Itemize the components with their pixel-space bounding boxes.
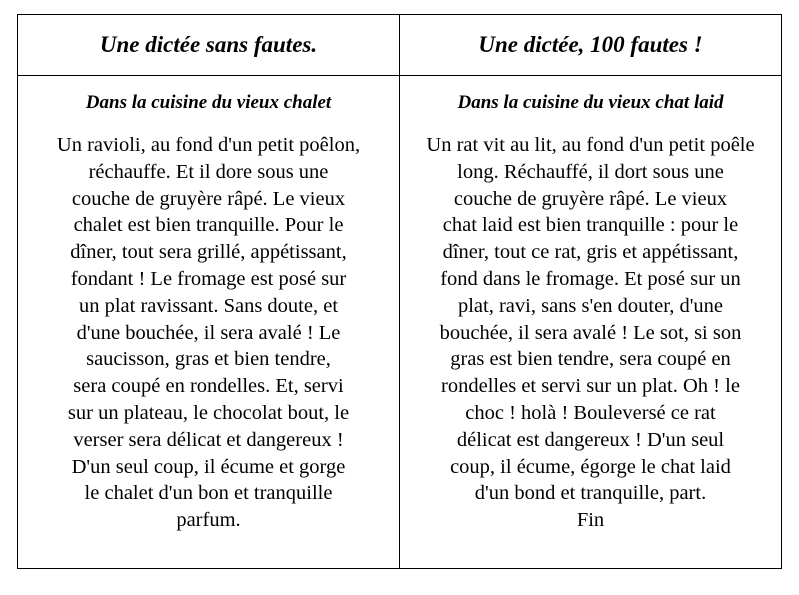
text-line: chat laid est bien tranquille : pour le: [442, 214, 739, 237]
text-line: choc ! holà ! Bouleversé ce rat: [465, 401, 716, 424]
header-row: [18, 15, 782, 76]
text-line: bouchée, il sera avalé ! Le sot, si son: [439, 321, 742, 344]
text-line: chalet est bien tranquille. Pour le: [73, 214, 344, 237]
text-line: verser sera délicat et dangereux !: [73, 428, 344, 451]
text-line: d'une bouchée, il sera avalé ! Le: [76, 321, 341, 344]
text-line: Fin: [576, 509, 605, 532]
text-line: délicat est dangereux ! D'un seul: [456, 428, 725, 451]
text-line: gras est bien tendre, sera coupé en: [450, 348, 731, 371]
right-column-body: [400, 76, 782, 569]
text-line: D'un seul coup, il écume et gorge: [71, 455, 346, 478]
text-line: un plat ravissant. Sans doute, et: [78, 294, 339, 317]
text-line: sera coupé en rondelles. Et, servi: [73, 375, 344, 398]
text-line: Un ravioli, au fond d'un petit poêlon,: [56, 134, 361, 156]
text-line: couche de gruyère râpé. Le vieux: [71, 187, 346, 210]
right-column-subtitle: Dans la cuisine du vieux chat laid: [457, 92, 724, 113]
text-line: dîner, tout ce rat, gris et appétissant,: [442, 241, 739, 264]
text-line: Un rat vit au lit, au fond d'un petit poêle: [426, 134, 755, 156]
text-line: réchauffe. Et il dore sous une: [88, 160, 329, 183]
text-line: d'un bond et tranquille, part.: [474, 482, 707, 505]
text-line: plat, ravi, sans s'en douter, d'une: [457, 294, 724, 317]
body-row: [18, 76, 782, 569]
dictee-comparison-table: [17, 14, 782, 569]
left-column-subtitle: Dans la cuisine du vieux chalet: [85, 92, 332, 113]
text-line: dîner, tout sera grillé, appétissant,: [70, 241, 347, 264]
left-column-header: Une dictée sans fautes.: [18, 15, 400, 76]
text-line: long. Réchauffé, il dort sous une: [457, 160, 724, 183]
text-line: parfum.: [176, 509, 241, 532]
text-line: saucisson, gras et bien tendre,: [86, 348, 331, 371]
left-column-text: [18, 132, 399, 534]
right-column-text: [400, 132, 781, 534]
text-line: coup, il écume, égorge le chat laid: [450, 455, 731, 478]
text-line: le chalet d'un bon et tranquille: [84, 482, 333, 505]
text-line: sur un plateau, le chocolat bout, le: [67, 401, 350, 424]
text-line: rondelles et servi sur un plat. Oh ! le: [441, 375, 740, 398]
text-line: fondant ! Le fromage est posé sur: [70, 267, 347, 290]
left-column-body: [18, 76, 400, 569]
right-column-header: Une dictée, 100 fautes !: [400, 15, 782, 76]
text-line: fond dans le fromage. Et posé sur un: [440, 267, 741, 290]
text-line: couche de gruyère râpé. Le vieux: [453, 187, 728, 210]
